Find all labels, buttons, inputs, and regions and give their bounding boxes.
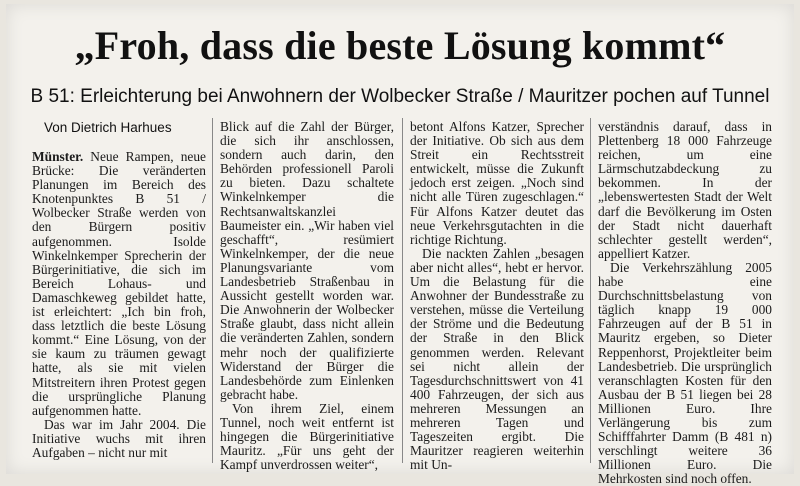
byline: Von Dietrich Harhues bbox=[44, 120, 172, 135]
article-column-2 bbox=[220, 119, 394, 473]
paragraph: betont Alfons Katzer, Sprecher der Initiative. Ob sich aus dem Streit ein Rechtsstreit entwickelt, müsse die Zukunft jedoch erst zeigen. „Noch sind nicht alle Türen zugeschlagen.“ Für Alfons Katzer deutet das neue Verkehrsgutachten in die richtige Richtung. bbox=[410, 119, 584, 247]
paragraph: Blick auf die Zahl der Bürger, die sich ihr anschlossen, sondern auch darin, den Behörden professionell Paroli zu bieten. Dazu schaltete Winkelnkemper die Rechtsanwaltskanzlei Baumeister ein. „Wir haben viel geschafft“, resümiert Winkelnkemper, der die neue Planungsvariante vom Landesbetrieb Straßenbau in Aussicht gestellt worden war. Die Anwohnerin der Wolbecker Straße glaubt, dass nicht allein die veränderten Zahlen, sondern mehr noch der qualifizierte Widerstand der Bürger die Landesbehörde zum Einlenken gebracht habe. bbox=[220, 119, 394, 402]
headline: „Froh, dass die beste Lösung kommt“ bbox=[74, 23, 726, 68]
column-rule bbox=[590, 118, 591, 463]
article-column-1 bbox=[32, 150, 206, 475]
paragraph: Von ihrem Ziel, einem Tunnel, noch weit entfernt ist hingegen die Bürgerinitiative Mauritz. „Für uns geht der Kampf unverdrossen weiter“, bbox=[220, 400, 394, 473]
dateline: Münster. bbox=[32, 149, 84, 164]
paragraph: Die nackten Zahlen „besagen aber nicht alles“, hebt er hervor. Um die Belastung für die Anwohner der Bundesstraße zu verstehen, müsse die Verteilung der Ströme und die Bedeutung der Straße in den Blick genommen werden. Relevant sei nicht allein der Tagesdurchschnittswert von 41 400 Fahrzeugen, der sich aus mehreren Messungen an mehreren Tagen und Tageszeiten ergibt. Die Mauritzer reagieren weiterhin mit Un- bbox=[410, 245, 584, 473]
column-rule bbox=[402, 118, 403, 463]
paragraph-text: Neue Rampen, neue Brücke: Die veränderten Planungen im Bereich des Knotenpunktes B 51 / Wolbecker Straße werden von den Bürgern positiv aufgenommen. Isolde Winkelnkemper Sprecherin der Bürgerinitiative, die sich im Bereich Lohaus- und Damaschkeweg gebildet hatte, ist erleichtert: „Ich bin froh, dass letztlich die beste Lösung kommt.“ Eine Lösung, von der sie kaum zu träumen gewagt hatte, als sie mit vielen Mitstreitern ihren Protest gegen die ursprüngliche Planung aufgenommen hatte. bbox=[32, 149, 206, 418]
paragraph: verständnis darauf, dass in Plettenberg 18 000 Fahrzeuge reichen, um eine Lärmschutzabdeckung zu bekommen. In der „lebenswertesten Stadt der Welt darf die Bevölkerung im Osten der Stadt nicht dauerhaft schlechter gestellt werden“, appelliert Katzer. bbox=[598, 119, 772, 261]
column-rule bbox=[212, 118, 213, 463]
paragraph bbox=[32, 150, 206, 418]
paragraph: Das war im Jahr 2004. Die Initiative wuchs mit ihren Aufgaben – nicht nur mit bbox=[32, 416, 206, 460]
paragraph: Die Verkehrszählung 2005 habe eine Durchschnittsbelastung von täglich knapp 19 000 Fahrzeugen auf der B 51 in Mauritz ergeben, so Dieter Reppenhorst, Projektleiter beim Landesbetrieb. Die ursprünglich veranschlagten Kosten für den Ausbau der B 51 liegen bei 28 Millionen Euro. Ihre Verlängerung bis zum Schifffahrter Damm (B 481 n) verschlingt weitere 36 Millionen Euro. Die Mehrkosten sind noch offen. bbox=[598, 259, 772, 486]
article-column-4 bbox=[598, 119, 772, 486]
article-column-3 bbox=[410, 119, 584, 473]
subheadline: B 51: Erleichterung bei Anwohnern der Wolbecker Straße / Mauritzer pochen auf Tunnel bbox=[30, 86, 770, 107]
